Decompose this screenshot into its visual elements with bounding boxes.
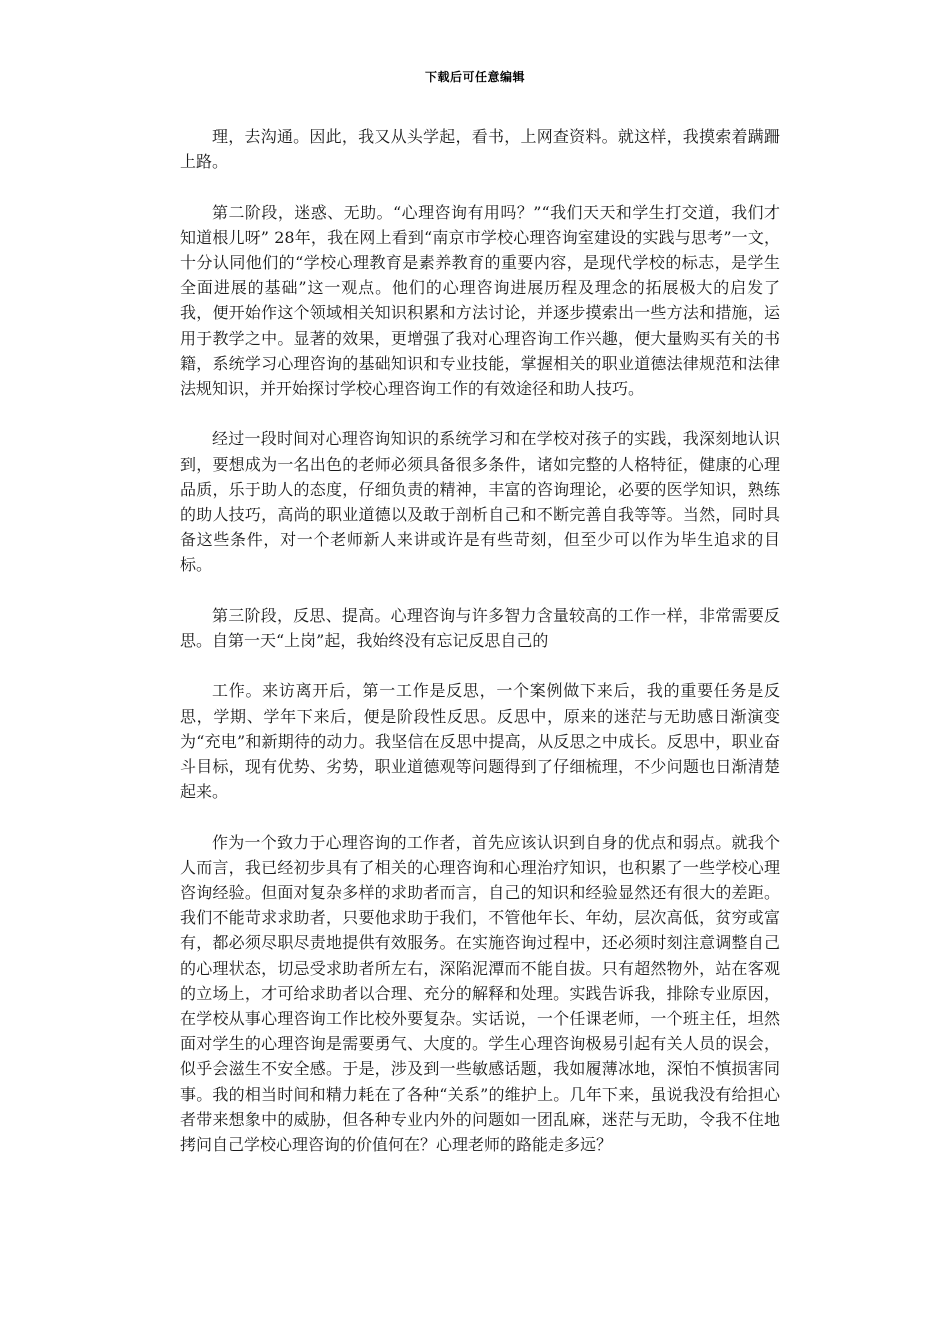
paragraph-stage-two: 第二阶段，迷惑、无助。“心理咨询有用吗？”“我们天天和学生打交道，我们才知道根儿呀” 28年，我在网上看到“南京市学校心理咨询室建设的实践与思考”一文，十分认同他们的“学校心理教育是素养教育的重要内容，是现代学校的标志，是学生全面进展的基础”这一观点。他们的心理咨询进展历程及理念的拓展极大的启发了我，便开始作这个领域相关知识积累和方法讨论，并逐步摸索出一些方法和措施，运用于教学之中。显著的效果，更增强了我对心理咨询工作兴趣，便大量购买有关的书籍，系统学习心理咨询的基础知识和专业技能，掌握相关的职业道德法律规范和法律法规知识，并开始探讨学校心理咨询工作的有效途径和助人技巧。	[180, 202, 780, 399]
document-body	[180, 124, 780, 1182]
paragraph-stage-three: 第三阶段，反思、提高。心理咨询与许多智力含量较高的工作一样，非常需要反思。自第一天“上岗”起，我始终没有忘记反思自己的	[180, 605, 780, 651]
paragraph-continuation: 理，去沟通。因此，我又从头学起，看书，上网查资料。就这样，我摸索着蹒跚上路。	[180, 127, 780, 172]
download-watermark-header: 下载后可任意编辑	[424, 70, 525, 84]
paragraph-self-assessment: 作为一个致力于心理咨询的工作者，首先应该认识到自身的优点和弱点。就我个人而言，我已经初步具有了相关的心理咨询和心理治疗知识，也积累了一些学校心理咨询经验。但面对复杂多样的求助者而言，自己的知识和经验显然还有很大的差距。我们不能苛求求助者，只要他求助于我们，不管他年长、年幼，层次高低，贫穷或富有，都必须尽职尽责地提供有效服务。在实施咨询过程中，还必须时刻注意调整自己的心理状态，切忌受求助者所左右，深陷泥潭而不能自拔。只有超然物外，站在客观的立场上，才可给求助者以合理、充分的解释和处理。实践告诉我，排除专业原因，在学校从事心理咨询工作比校外要复杂。实话说，一个任课老师，一个班主任，坦然面对学生的心理咨询是需要勇气、大度的。学生心理咨询极易引起有关人员的误会，似乎会滋生不安全感。于是，涉及到一些敏感话题，我如履薄冰地，深怕不慎损害同事。我的相当时间和精力耗在了各种“关系”的维护上。几年下来，虽说我没有给担心者带来想象中的威胁，但各种专业内外的问题如一团乱麻，迷茫与无助，令我不住地拷问自己学校心理咨询的价值何在？心理老师的路能走多远？	[180, 832, 780, 1155]
paragraph-work-reflection: 工作。来访离开后，第一工作是反思，一个案例做下来后，我的重要任务是反思，学期、学年下来后，便是阶段性反思。反思中，原来的迷茫与无助感日渐演变为“充电”和新期待的动力。我坚信在反思中提高，从反思之中成长。反思中，职业奋斗目标，现有优势、劣势，职业道德观等问题得到了仔细梳理，不少问题也日渐清楚起来。	[180, 681, 780, 802]
paragraph-learning-reflection: 经过一段时间对心理咨询知识的系统学习和在学校对孩子的实践，我深刻地认识到，要想成为一名出色的老师必须具备很多条件，诸如完整的人格特征，健康的心理品质，乐于助人的态度，仔细负责的精神，丰富的咨询理论，必要的医学知识，熟练的助人技巧，高尚的职业道德以及敢于剖析自己和不断完善自我等等。当然，同时具备这些条件，对一个老师新人来讲或许是有些苛刻，但至少可以作为毕生追求的目标。	[180, 429, 780, 575]
